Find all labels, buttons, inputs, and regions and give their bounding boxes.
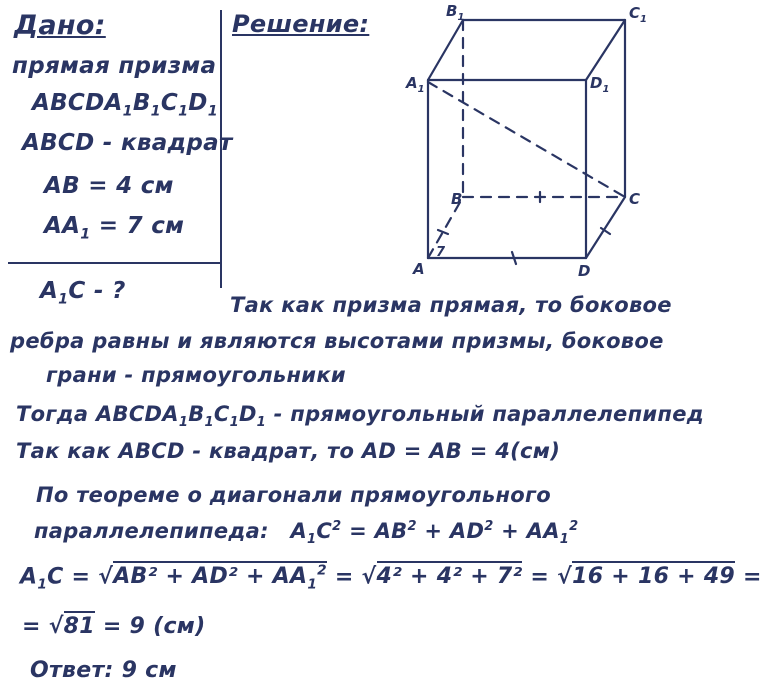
label-d: D: [578, 262, 591, 280]
given-line-prism: прямая призма: [12, 53, 217, 79]
label-c: C: [629, 190, 641, 208]
solution-line-3: грани - прямоугольники: [46, 363, 346, 387]
solution-line-4: Тогда $ABCDA_1B_1C_1D_1$ - прямоугольный параллелепипед: [16, 402, 705, 431]
solution-line-5: Так как ABCD - квадрат, то AD = AB = 4(см): [16, 439, 561, 463]
right-angle-mark: 7: [436, 245, 446, 260]
diagonal-a1c: [428, 82, 625, 197]
label-b1: $B_1$: [446, 2, 465, 23]
given-line-ab: AB = 4 см: [44, 173, 174, 199]
given-line-square: ABCD - квадрат: [22, 130, 233, 156]
given-line-prism-name: $ABCDA_1B_1C_1D_1$: [32, 90, 218, 120]
edge-a1b1: [428, 20, 463, 80]
find-line: $A_1C$ - ?: [40, 278, 126, 308]
solution-line-2: ребра равны и являются высотами призмы, боковое: [10, 329, 664, 353]
solution-calc-line: $A_1C = √AB^2 + AD^2 + AA_1^2 = √4^2 + 4^2 + 7^2 = √16 + 16 + 49$ =: [20, 563, 762, 593]
tick-ab: [438, 230, 448, 234]
edge-dc: [586, 197, 625, 258]
solution-line-6: По теореме о диагонали прямоугольного: [36, 483, 552, 507]
label-a: A: [413, 260, 425, 278]
label-a1: $A_1$: [406, 74, 425, 95]
solution-line-7: параллелепипеда: $A_1C^2 = AB^2 + AD^2 + AA_1^2$: [34, 519, 579, 548]
given-line-aa1: $AA_1 = 7$ см: [44, 213, 185, 243]
label-c1: $C_1$: [629, 4, 647, 25]
solution-final-line: = √81 = 9 (см): [22, 616, 205, 638]
solution-line-1: Так как призма прямая, то боковое: [230, 293, 672, 317]
edge-c1d1: [586, 20, 625, 80]
solution-title: Решение:: [232, 10, 370, 38]
answer-line: Ответ: 9 см: [30, 658, 177, 683]
label-d1: $D_1$: [590, 74, 610, 95]
given-title: Дано:: [14, 10, 106, 41]
label-b: B: [451, 190, 463, 208]
